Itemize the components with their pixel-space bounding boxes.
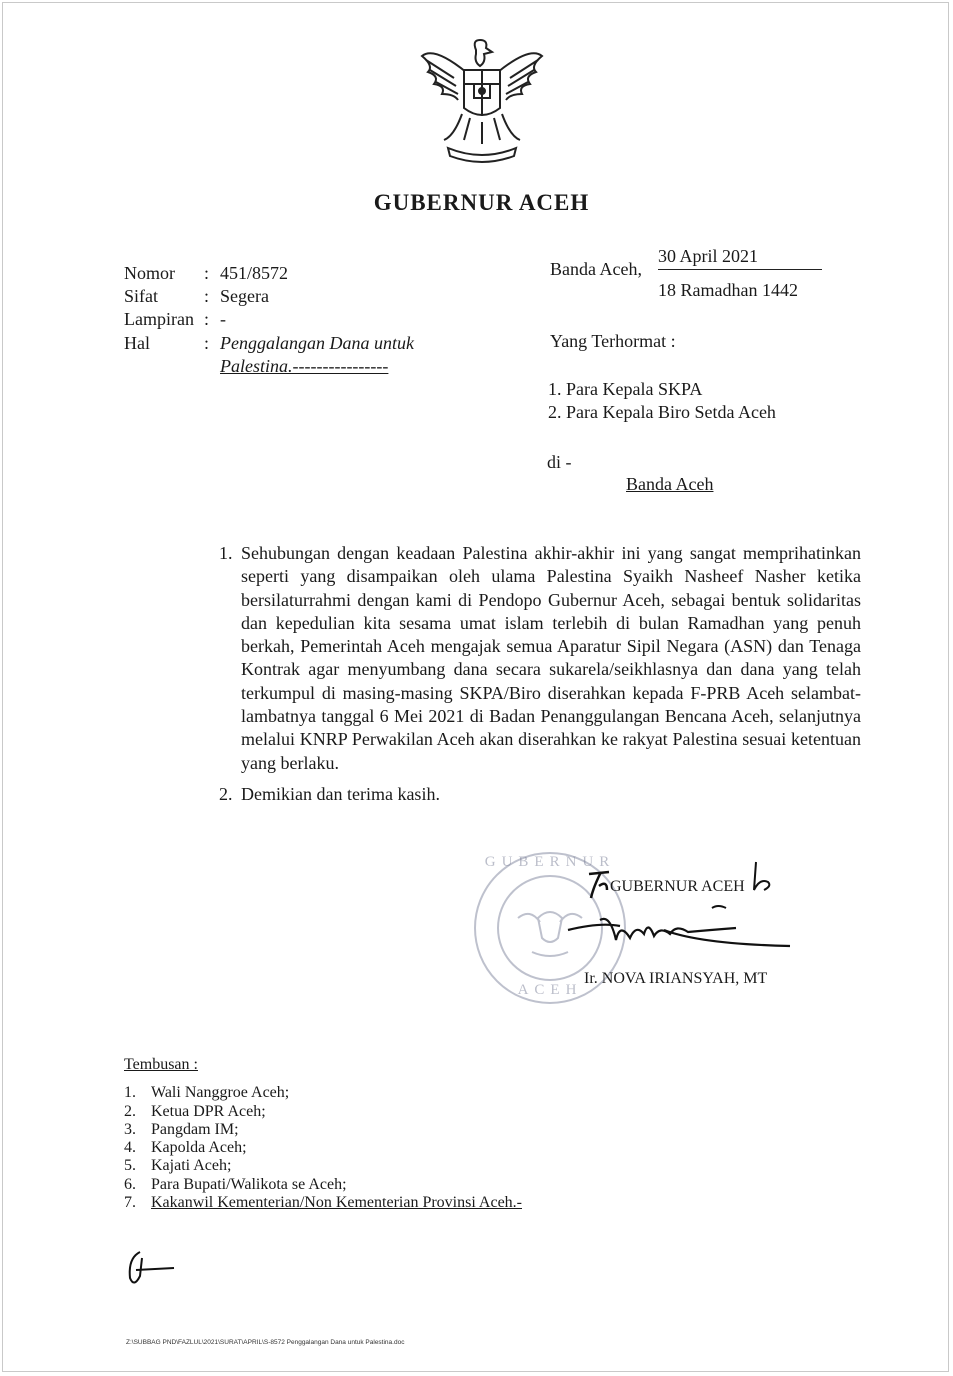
nomor-value: 451/8572 — [220, 263, 289, 283]
handwritten-initial-icon — [126, 1248, 178, 1290]
recipient-text: Para Kepala Biro Setda Aceh — [566, 402, 776, 422]
garuda-emblem-icon — [414, 36, 550, 172]
body-item-text: Sehubungan dengan keadaan Palestina akhir-akhir ini yang sangat memprihatinkan seperti yang disampaikan oleh ulama Palestina Syaikh Nasheef Nasher ketika bersilaturrahmi dengan kami di Pendopo Gubernur Aceh, sebagai bentuk solidaritas dan kepedulian kita sesama umat islam terlebih di bulan Ramadhan yang penuh berkah, Pemerintah Aceh mengajak semua Aparatur Sipil Negara (ASN) dan Tenaga Kontrak agar menyumbang dana secara sukarela/seikhlasnya dan dana yang telah terkumpul di masing-masing SKPA/Biro diserahkan kepada F-PRB Aceh selambat-lambatnya tanggal 6 Mei 2021 di Badan Penanggulangan Bencana Aceh, selanjutnya melalui KNRP Perwakilan Aceh akan diserahkan ke rakyat Palestina sesuai ketentuan yang berlaku. — [241, 543, 861, 773]
date-hijri: 18 Ramadhan 1442 — [658, 280, 798, 300]
handwritten-signature-icon — [560, 900, 796, 960]
file-path-footer: Z:\SUBBAG PND\FAZLUL\2021\SURAT\APRIL\S-8572 Penggalangan Dana untuk Palestina.doc — [126, 1339, 405, 1346]
body-item — [219, 783, 861, 806]
tembusan-item: 1. Wali Nanggroe Aceh; — [124, 1084, 290, 1102]
lampiran-value: - — [220, 309, 226, 329]
nomor-colon: : — [204, 263, 210, 283]
tembusan-item: 3. Pangdam IM; — [124, 1120, 239, 1138]
tembusan-item: 2. Ketua DPR Aceh; — [124, 1102, 266, 1120]
sifat-colon: : — [204, 286, 210, 306]
tembusan-item: 4. Kapolda Aceh; — [124, 1139, 247, 1157]
sifat-label: Sifat — [124, 286, 158, 306]
stamp-text-bottom: ACEH — [517, 982, 583, 998]
letter-body — [219, 542, 861, 806]
signature-title: GUBERNUR ACEH — [610, 878, 745, 895]
letter-meta — [0, 262, 500, 382]
tembusan-item: 5. Kajati Aceh; — [124, 1157, 232, 1175]
salutation: Yang Terhormat : — [550, 331, 676, 351]
tembusan-heading: Tembusan : — [124, 1056, 198, 1073]
date-place: Banda Aceh, — [550, 259, 642, 279]
recipient-text: Para Kepala SKPA — [566, 379, 703, 399]
lampiran-label: Lampiran — [124, 309, 194, 329]
signatory-name: Ir. NOVA IRIANSYAH, MT — [584, 970, 768, 987]
body-item-num: 2. — [219, 783, 233, 804]
letterhead-title: GUBERNUR ACEH — [373, 190, 590, 215]
tembusan-section — [124, 1056, 522, 1212]
di-label: di - — [547, 452, 572, 472]
tembusan-list — [124, 1084, 522, 1212]
stamp-text-top: GUBERNUR — [484, 854, 616, 870]
sifat-value: Segera — [220, 286, 269, 306]
recipient-city: Banda Aceh — [626, 474, 714, 494]
date-gregorian: 30 April 2021 — [658, 246, 822, 270]
recipient-list — [548, 378, 776, 424]
tembusan-item: 6. Para Bupati/Walikota se Aceh; — [124, 1175, 347, 1193]
hal-colon: : — [204, 333, 210, 353]
body-item-text: Demikian dan terima kasih. — [241, 783, 440, 804]
tembusan-item: 7. Kakanwil Kementerian/Non Kementerian Provinsi Aceh.- — [124, 1194, 522, 1212]
paraf-mark-icon — [748, 860, 778, 896]
lampiran-colon: : — [204, 309, 210, 329]
hal-value-line1: Penggalangan Dana untuk — [220, 333, 414, 353]
body-item — [219, 542, 861, 775]
nomor-label: Nomor — [124, 263, 175, 283]
hal-label: Hal — [124, 333, 150, 353]
recipient-item — [548, 401, 776, 424]
recipient-num: 2. — [548, 402, 562, 422]
body-item-num: 1. — [219, 543, 233, 563]
hal-value-line2: Palestina.---------------- — [220, 356, 389, 376]
recipient-num: 1. — [548, 379, 562, 399]
recipient-item — [548, 378, 776, 401]
